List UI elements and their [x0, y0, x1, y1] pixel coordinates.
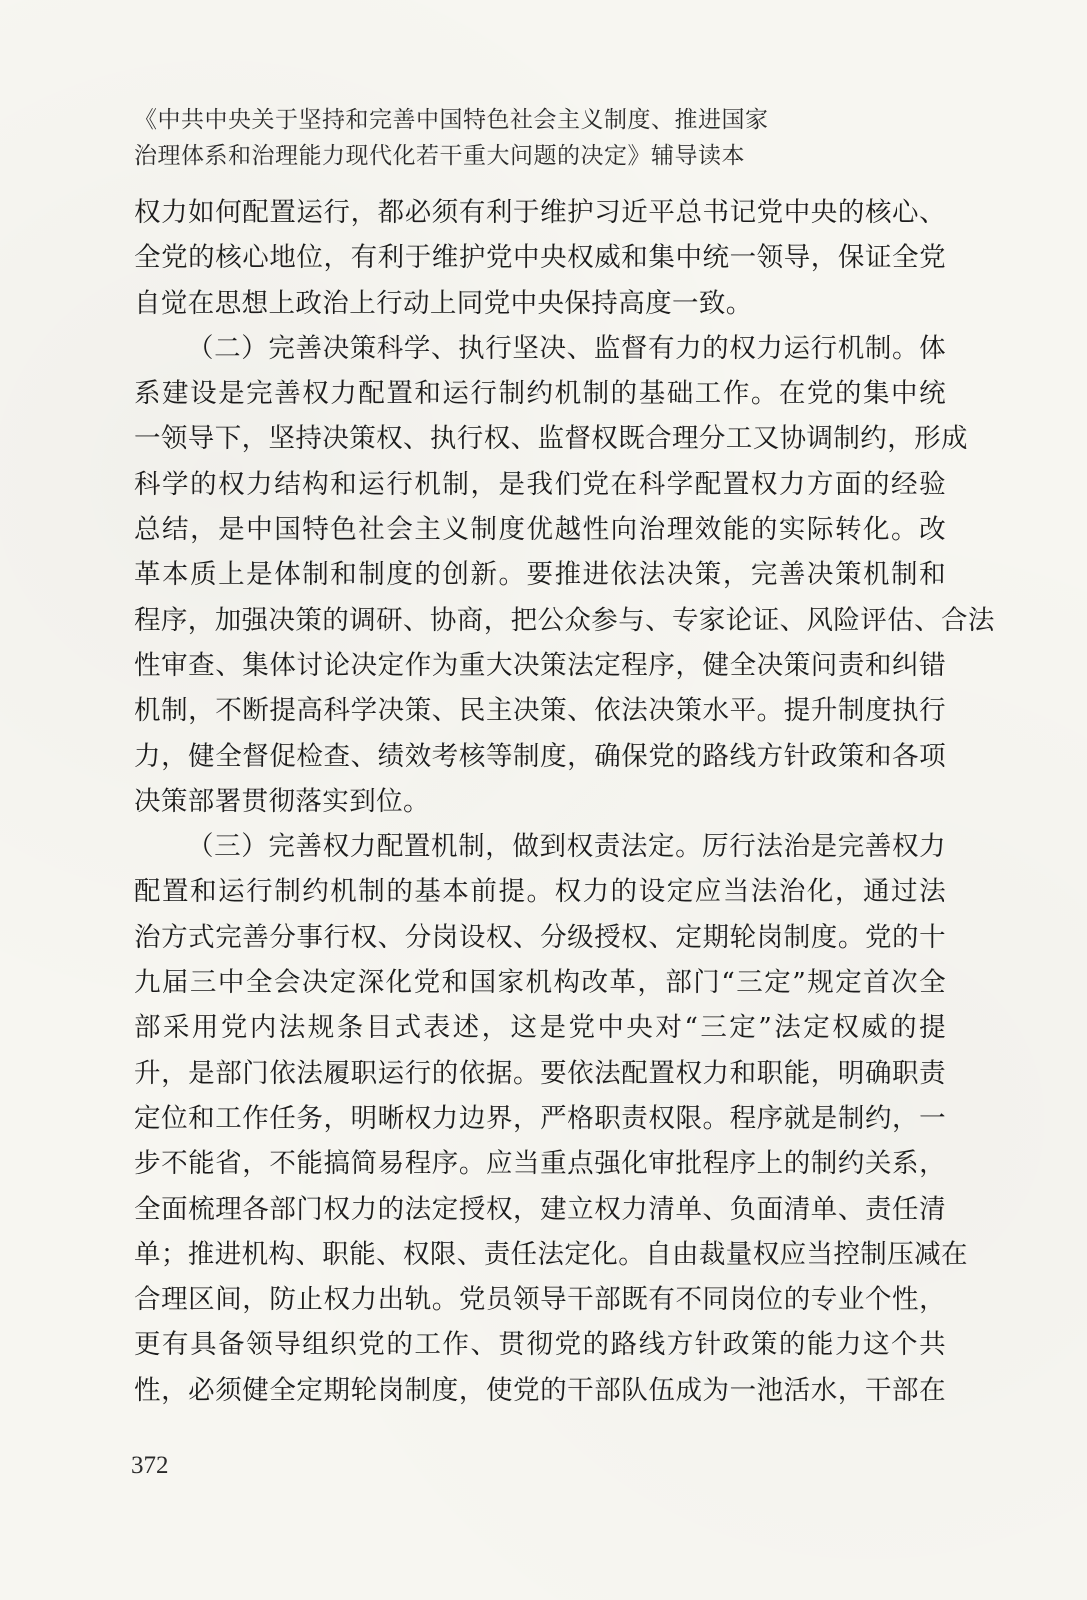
text-line: 步不能省，不能搞简易程序。应当重点强化审批程序上的制约关系， — [134, 1148, 946, 1180]
text-line: 革本质上是体制和制度的创新。要推进依法决策，完善决策机制和 — [134, 559, 946, 591]
section-heading-line: （三）完善权力配置机制，做到权责法定。厉行法治是完善权力 — [187, 831, 946, 863]
body-text — [134, 190, 995, 1413]
text-line: 决策部署贯彻落实到位。 — [134, 785, 430, 817]
text-line: 权力如何配置运行，都必须有利于维护习近平总书记党中央的核心、 — [134, 197, 946, 228]
text-line: 全面梳理各部门权力的法定授权，建立权力清单、负面清单、责任清 — [134, 1193, 946, 1225]
text-line: 定位和工作任务，明晰权力边界，严格职责权限。程序就是制约，一 — [134, 1102, 946, 1134]
text-line: 配置和运行制约机制的基本前提。权力的设定应当法治化，通过法 — [134, 876, 946, 908]
text-line: 单；推进机构、职能、权限、责任法定化。自由裁量权应当控制压减在 — [134, 1238, 968, 1270]
page-number: 372 — [131, 1452, 169, 1479]
text-line: 力，健全督促检查、绩效考核等制度，确保党的路线方针政策和各项 — [134, 740, 946, 772]
text-line: 程序，加强决策的调研、协商，把公众参与、专家论证、风险评估、合法 — [134, 604, 995, 636]
text-line: 科学的权力结构和运行机制，是我们党在科学配置权力方面的经验 — [134, 468, 946, 500]
text-line: 更有具备领导组织党的工作、贯彻党的路线方针政策的能力这个共 — [134, 1329, 946, 1361]
running-header-line-1: 《中共中央关于坚持和完善中国特色社会主义制度、推进国家 — [134, 107, 769, 133]
section-heading-line: （二）完善决策科学、执行坚决、监督有力的权力运行机制。体 — [187, 332, 946, 364]
text-line: 性，必须健全定期轮岗制度，使党的干部队伍成为一池活水，干部在 — [134, 1374, 946, 1406]
text-line: 合理区间，防止权力出轨。党员领导干部既有不同岗位的专业个性， — [134, 1284, 946, 1316]
text-line: 全党的核心地位，有利于维护党中央权威和集中统一领导，保证全党 — [134, 242, 946, 274]
text-line: 九届三中全会决定深化党和国家机构改革，部门“三定”规定首次全 — [134, 967, 946, 999]
text-line: 自觉在思想上政治上行动上同党中央保持高度一致。 — [134, 287, 753, 319]
text-line: 系建设是完善权力配置和运行制约机制的基础工作。在党的集中统 — [134, 378, 946, 410]
text-line: 治方式完善分事行权、分岗设权、分级授权、定期轮岗制度。党的十 — [134, 921, 946, 953]
text-line: 升，是部门依法履职运行的依据。要依法配置权力和职能，明确职责 — [134, 1057, 946, 1089]
text-line: 机制，不断提高科学决策、民主决策、依法决策水平。提升制度执行 — [134, 695, 946, 727]
running-header — [134, 102, 954, 174]
text-line: 性审查、集体讨论决定作为重大决策法定程序，健全决策问责和纠错 — [134, 649, 946, 681]
text-line: 一领导下，坚持决策权、执行权、监督权既合理分工又协调制约，形成 — [134, 423, 968, 455]
running-header-line-2: 治理体系和治理能力现代化若干重大问题的决定》辅导读本 — [134, 143, 745, 169]
text-line: 部采用党内法规条目式表述，这是党中央对“三定”法定权威的提 — [134, 1012, 946, 1044]
text-line: 总结，是中国特色社会主义制度优越性向治理效能的实际转化。改 — [134, 514, 946, 546]
